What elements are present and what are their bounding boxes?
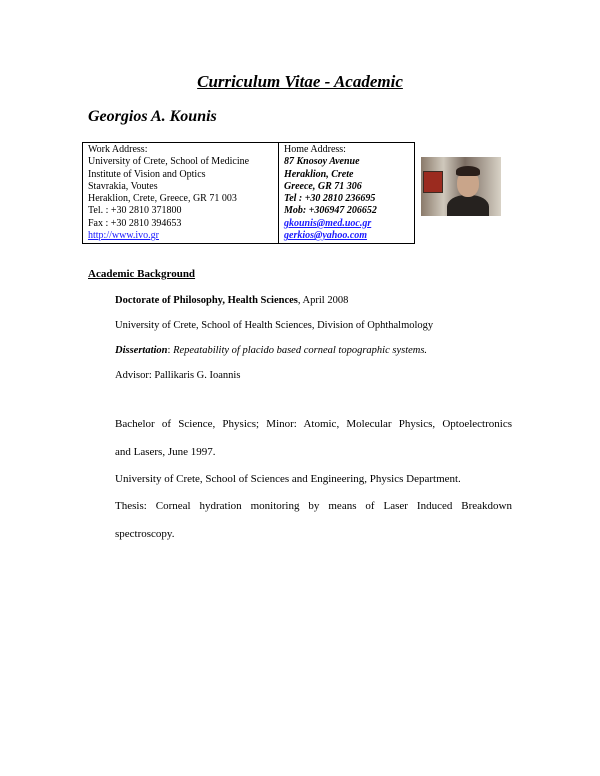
thesis-line bbox=[115, 500, 512, 512]
bachelor-line-2: and Lasers, June 1997. bbox=[115, 446, 216, 458]
home-address-line: 87 Knosoy Avenue bbox=[284, 156, 360, 168]
email-link-1[interactable]: gkounis@med.uoc.gr bbox=[284, 217, 372, 229]
work-fax: Fax : +30 2810 394653 bbox=[88, 217, 182, 229]
dissertation-separator: : bbox=[167, 345, 174, 356]
minor-label: Minor bbox=[266, 418, 294, 430]
home-telephone: Tel : +30 2810 236695 bbox=[284, 193, 376, 205]
dissertation-label: Dissertation bbox=[115, 345, 168, 356]
home-address-line: Heraklion, Crete bbox=[284, 168, 354, 180]
thesis-label: Thesis: bbox=[115, 500, 147, 512]
photo-person-body bbox=[447, 195, 489, 216]
photo-person-hair bbox=[456, 166, 480, 176]
advisor-line: Advisor: Pallikaris G. Ioannis bbox=[115, 370, 241, 381]
work-address-line: Stavrakia, Voutes bbox=[88, 180, 158, 192]
email-link-2[interactable]: gerkios@yahoo.com bbox=[284, 230, 368, 242]
page-title: Curriculum Vitae - Academic bbox=[197, 72, 403, 91]
work-address-cell bbox=[83, 143, 279, 244]
thesis-title: Corneal hydration monitoring by means of Laser Induced Breakdown bbox=[146, 500, 512, 512]
doctorate-institution: University of Crete, School of Health Sciences, Division of Ophthalmology bbox=[115, 320, 434, 331]
address-table bbox=[82, 142, 415, 244]
work-address-heading: Work Address: bbox=[88, 144, 148, 155]
doctorate-line bbox=[115, 295, 348, 306]
section-heading-academic: Academic Background bbox=[88, 268, 196, 280]
work-address-line: Institute of Vision and Optics bbox=[88, 168, 206, 180]
work-address-line: Heraklion, Crete, Greece, GR 71 003 bbox=[88, 193, 237, 205]
profile-photo bbox=[421, 157, 501, 216]
home-address-heading: Home Address: bbox=[284, 144, 346, 155]
thesis-line-2: spectroscopy. bbox=[115, 528, 175, 540]
work-address-line: University of Crete, School of Medicine bbox=[88, 156, 250, 168]
work-telephone: Tel. : +30 2810 371800 bbox=[88, 205, 182, 217]
person-name: Georgios A. Kounis bbox=[88, 108, 217, 125]
mobile-phone: Mob: +306947 206652 bbox=[284, 205, 377, 217]
photo-background-shelf bbox=[423, 171, 443, 193]
home-address-cell bbox=[279, 143, 415, 244]
bachelor-institution: University of Crete, School of Sciences and Engineering, Physics Department. bbox=[115, 473, 461, 485]
minor-text: : Atomic, Molecular Physics, Optoelectronics bbox=[293, 418, 512, 430]
home-address-line: Greece, GR 71 306 bbox=[284, 180, 362, 192]
website-link[interactable]: http://www.ivo.gr bbox=[88, 230, 160, 242]
bachelor-field: Physics; bbox=[215, 418, 267, 430]
bachelor-line bbox=[115, 418, 512, 430]
bachelor-degree: Bachelor of Science, bbox=[115, 418, 216, 430]
dissertation-line bbox=[115, 345, 427, 356]
doctorate-degree: Doctorate of Philosophy, Health Sciences bbox=[115, 295, 298, 306]
doctorate-date: , April 2008 bbox=[297, 295, 349, 306]
dissertation-title: Repeatability of placido based corneal topographic systems. bbox=[173, 345, 428, 356]
